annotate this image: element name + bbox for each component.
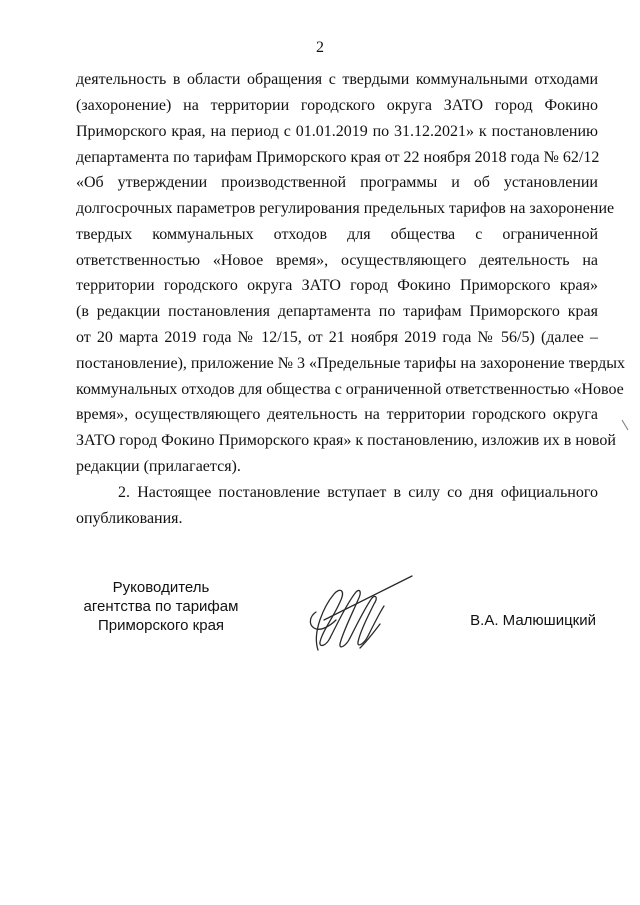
handwritten-signature-icon	[300, 572, 416, 656]
signatory-position-line: Приморского края	[97, 617, 225, 634]
paragraph-1-line: деятельность в области обращения с твердыми коммунальными отходами	[76, 71, 598, 88]
signatory-position-line: Руководитель	[112, 579, 210, 596]
paragraph-1-line: «Об утверждении производственной программы и об установлении	[76, 174, 598, 191]
signatory-position	[80, 578, 242, 635]
paragraph-2-line: опубликования.	[76, 510, 183, 527]
paragraph-1-line: долгосрочных параметров регулирования предельных тарифов на захоронение	[76, 200, 615, 217]
paragraph-1-line: ЗАТО город Фокино Приморского края» к постановлению, изложив их в новой	[76, 432, 616, 449]
paragraph-1-line: коммунальных отходов для общества с ограниченной ответственностью «Новое	[76, 381, 624, 398]
paragraph-1-line: постановление), приложение № 3 «Предельные тарифы на захоронение твердых	[76, 355, 625, 372]
paragraph-1-line: твердых коммунальных отходов для общества с ограниченной	[76, 226, 598, 243]
paragraph-1-line: от 20 марта 2019 года № 12/15, от 21 ноября 2019 года № 56/5) (далее –	[76, 329, 598, 346]
margin-mark-icon	[620, 418, 630, 432]
signer-name: В.А. Малюшицкий	[470, 612, 596, 629]
paragraph-1-line: редакции (прилагается).	[76, 458, 241, 475]
paragraph-1-line: ответственностью «Новое время», осуществляющего деятельность на	[76, 252, 598, 269]
paragraph-1-line: Приморского края, на период с 01.01.2019 по 31.12.2021» к постановлению	[76, 123, 598, 140]
page-number: 2	[316, 39, 324, 56]
paragraph-1-line: время», осуществляющего деятельность на территории городского округа	[76, 406, 598, 423]
paragraph-1-line: департамента по тарифам Приморского края от 22 ноября 2018 года № 62/12	[76, 149, 600, 166]
paragraph-1-line: территории городского округа ЗАТО город Фокино Приморского края»	[76, 277, 598, 294]
paragraph-2-line: 2. Настоящее постановление вступает в силу со дня официального	[118, 484, 598, 501]
paragraph-1-line: (захоронение) на территории городского округа ЗАТО город Фокино	[76, 97, 598, 114]
signatory-position-line: агентства по тарифам	[83, 598, 239, 615]
paragraph-1-line: (в редакции постановления департамента по тарифам Приморского края	[76, 303, 598, 320]
